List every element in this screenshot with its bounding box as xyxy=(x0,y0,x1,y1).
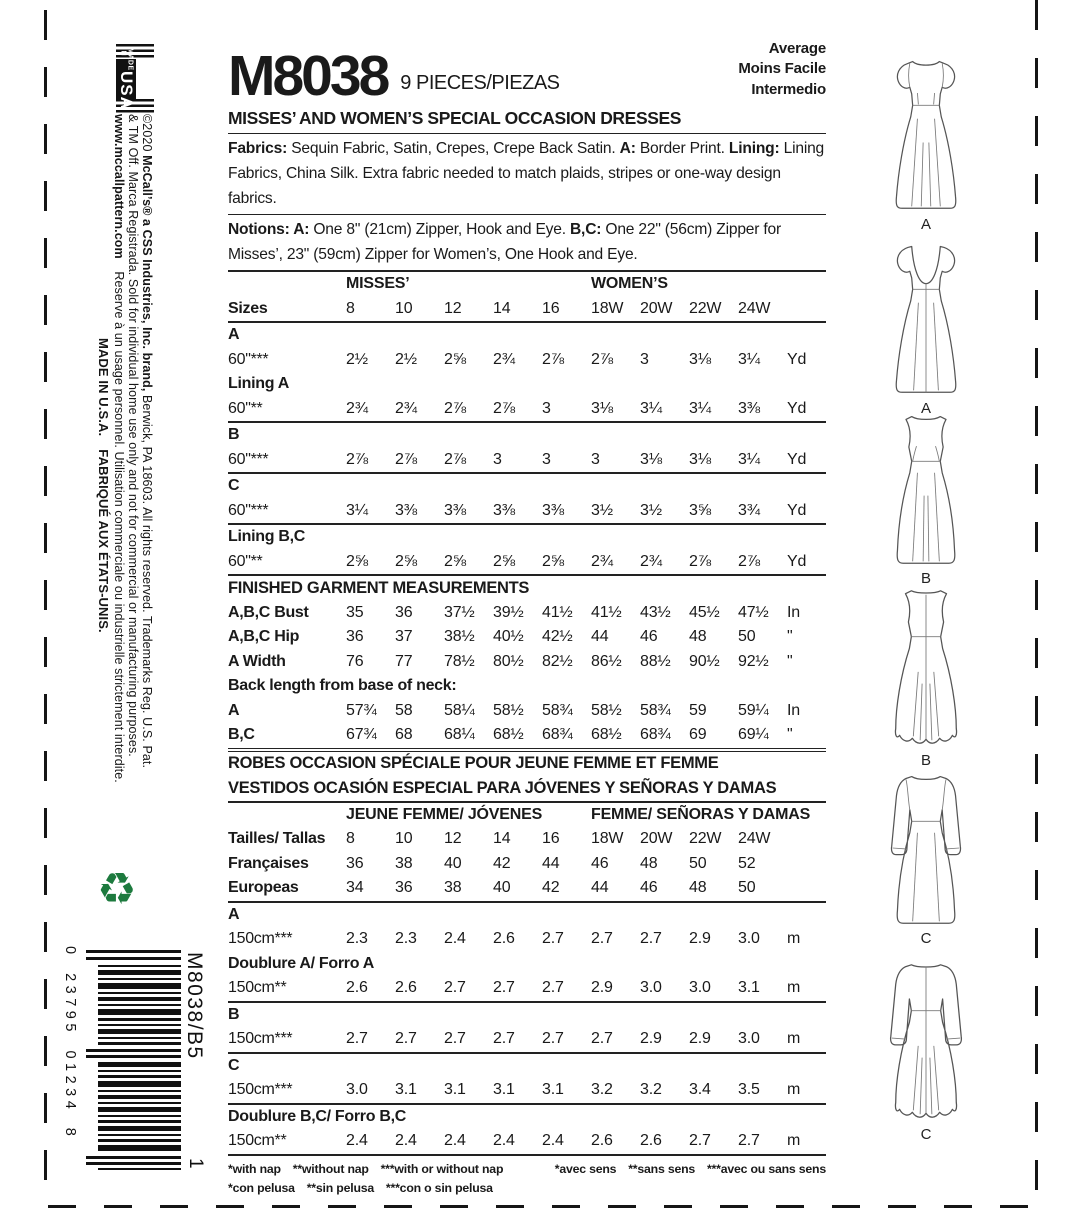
table-cell: 2.7 xyxy=(689,1132,711,1150)
cut-line-left xyxy=(44,10,47,1202)
table-cell: 58½ xyxy=(591,701,622,719)
view-label: B xyxy=(920,570,931,587)
table-cell: 39½ xyxy=(493,603,524,621)
pattern-number: M8038 xyxy=(228,43,388,108)
garment-title: MISSES’ AND WOMEN’S SPECIAL OCCASION DRESSES xyxy=(228,108,826,134)
text-segment: Fabrics: xyxy=(228,140,292,157)
text-segment: B,C: xyxy=(570,221,606,238)
usa-label: USA xyxy=(117,70,136,110)
table-cell: 36 xyxy=(395,879,413,897)
fabrics-paragraph xyxy=(228,134,826,215)
recycle-icon: ♻ xyxy=(97,865,137,914)
table-cell: 40 xyxy=(444,854,462,872)
table-cell: 2.3 xyxy=(395,930,417,948)
text-segment: One 22" (56cm) Zipper for Misses’, 23" (59cm) Zipper for Women’s, One Hook and Eye. xyxy=(228,221,781,263)
text-segment: Sequin Fabric, Satin, Crepes, Crepe Back Satin. xyxy=(291,140,620,157)
section-label-row: A xyxy=(228,905,240,923)
table-cell: 2.7 xyxy=(542,1030,564,1048)
text-segment: A: xyxy=(619,140,640,157)
table-cell: 2⅞ xyxy=(493,399,515,417)
finished-row: A,B,C Hip 36 37 38½ 40½ 42½ 44 46 48 50 " xyxy=(228,628,793,646)
table-cell: 42½ xyxy=(542,628,573,646)
table-cell: 2⅞ xyxy=(542,350,564,368)
table-cell: 50 xyxy=(738,628,756,646)
metric-row: 150cm** 2.6 2.6 2.7 2.7 2.7 2.9 3.0 3.0 3.1 m xyxy=(228,976,826,1003)
view-label: B xyxy=(920,752,931,769)
table-cell: 3⅜ xyxy=(444,501,466,519)
copyright-line xyxy=(140,114,154,768)
barcode-bars-icon xyxy=(84,948,184,1174)
table-cell: 3.1 xyxy=(493,1081,515,1099)
difficulty-french: Moins Facile xyxy=(738,60,826,77)
table-cell: 2.7 xyxy=(591,930,613,948)
table-cell: 76 xyxy=(346,652,364,670)
table-cell: 14 xyxy=(493,299,511,317)
pieces-count: 9 PIECES/PIEZAS xyxy=(400,72,560,94)
table-cell: 2¾ xyxy=(346,399,368,417)
table-cell: 3⅝ xyxy=(689,501,711,519)
table-cell: 67¾ xyxy=(346,726,377,744)
table-cell: 2.9 xyxy=(640,1030,662,1048)
table-cell: 3 xyxy=(493,450,502,468)
table-cell: 3.0 xyxy=(346,1081,368,1099)
table-cell: 2⅝ xyxy=(493,552,515,570)
section-label-row: C xyxy=(228,1056,240,1074)
table-cell: 37 xyxy=(395,628,413,646)
table-cell: 22W xyxy=(689,830,722,848)
table-cell: 3¼ xyxy=(689,399,711,417)
back-length-row: A 57¾ 58 58¼ 58½ 58¾ 58½ 58¾ 59 59¼ In xyxy=(228,701,800,719)
barcode-digits: 0 23795 01234 8 xyxy=(62,946,78,1141)
made-in-usa-logo xyxy=(116,44,154,114)
table-cell: 48 xyxy=(640,854,658,872)
table-cell: 2¾ xyxy=(640,552,662,570)
table-cell: 12 xyxy=(444,830,462,848)
table-cell: 20W xyxy=(640,830,673,848)
table-cell: 3.0 xyxy=(689,979,711,997)
table-cell: 2¾ xyxy=(493,350,515,368)
footnote-spanish: *con pelusa **sin pelusa ***con o sin pelusa xyxy=(228,1180,493,1195)
table-cell: 2.9 xyxy=(591,979,613,997)
table-cell: 44 xyxy=(542,854,560,872)
table-cell: 22W xyxy=(689,299,722,317)
footnote-english: *with nap **without nap ***with or without nap xyxy=(228,1161,504,1176)
table-cell: 2.7 xyxy=(591,1030,613,1048)
table-cell: 58 xyxy=(395,701,413,719)
table-cell: 2.7 xyxy=(444,1030,466,1048)
dress-c-front xyxy=(862,768,990,947)
table-cell: 14 xyxy=(493,830,511,848)
table-cell: 3⅛ xyxy=(689,450,711,468)
table-cell: 3⅛ xyxy=(591,399,613,417)
table-cell: 3¼ xyxy=(738,450,760,468)
table-cell: 2.7 xyxy=(493,1030,515,1048)
table-cell: 38 xyxy=(444,879,462,897)
table-cell: 2.7 xyxy=(444,979,466,997)
french-title-row: ROBES OCCASION SPÉCIALE POUR JEUNE FEMME ET FEMME xyxy=(228,754,719,773)
table-cell: 69¼ xyxy=(738,726,769,744)
usa-logo-box xyxy=(116,48,136,110)
table-cell: 2.4 xyxy=(395,1132,417,1150)
table-cell: 3¼ xyxy=(640,399,662,417)
table-cell: 46 xyxy=(591,854,609,872)
table-cell: 44 xyxy=(591,628,609,646)
table-cell: 58¼ xyxy=(444,701,475,719)
yardage-row: 60"** 2¾ 2¾ 2⅞ 2⅞ 3 3⅛ 3¼ 3¼ 3⅜ Yd xyxy=(228,397,826,424)
table-cell: 2⅝ xyxy=(444,552,466,570)
table-cell: 16 xyxy=(542,299,560,317)
table-cell: 16 xyxy=(542,830,560,848)
table-cell: 3½ xyxy=(591,501,613,519)
section-label-row: B xyxy=(228,426,240,444)
table-cell: 2.6 xyxy=(640,1132,662,1150)
view-label: C xyxy=(920,1126,932,1143)
table-cell: 3.1 xyxy=(738,979,760,997)
table-cell: 35 xyxy=(346,603,364,621)
finished-row: A,B,C Bust 35 36 37½ 39½ 41½ 41½ 43½ 45½ 47½ In xyxy=(228,603,800,621)
table-cell: 3.1 xyxy=(395,1081,417,1099)
table-cell: 40½ xyxy=(493,628,524,646)
table-cell: 3.0 xyxy=(738,1030,760,1048)
made-in-usa-line: MADE IN U.S.A. FABRIQUÉ AUX ÉTATS-UNIS. xyxy=(96,338,111,633)
table-cell: 82½ xyxy=(542,652,573,670)
table-cell: 3¾ xyxy=(738,501,760,519)
cut-line-right xyxy=(1035,0,1038,1204)
table-cell: 68½ xyxy=(493,726,524,744)
table-cell: 3.0 xyxy=(738,930,760,948)
table-cell: 2.7 xyxy=(346,1030,368,1048)
dress-a-front xyxy=(862,52,990,233)
table-cell: 47½ xyxy=(738,603,769,621)
table-cell: 36 xyxy=(346,628,364,646)
table-cell: 3⅛ xyxy=(640,450,662,468)
intl-sizes-row: Europeas 34 36 38 40 42 44 46 48 50 xyxy=(228,876,826,903)
table-cell: 80½ xyxy=(493,652,524,670)
section-label-row: Lining A xyxy=(228,375,289,393)
section-label-row: B xyxy=(228,1005,240,1023)
table-cell: 46 xyxy=(640,628,658,646)
table-cell: 92½ xyxy=(738,652,769,670)
table-cell: 3.5 xyxy=(738,1081,760,1099)
table-cell: 2⅝ xyxy=(444,350,466,368)
sizes-label: Sizes xyxy=(228,299,268,317)
table-cell: 2⅞ xyxy=(738,552,760,570)
table-cell: 68 xyxy=(395,726,413,744)
table-cell: 3.1 xyxy=(444,1081,466,1099)
table-cell: 77 xyxy=(395,652,413,670)
table-cell: 2.7 xyxy=(493,979,515,997)
metric-row: 150cm*** 2.3 2.3 2.4 2.6 2.7 2.7 2.7 2.9 3.0 m xyxy=(228,930,801,948)
table-cell: 3.4 xyxy=(689,1081,711,1099)
table-cell: 2.6 xyxy=(346,979,368,997)
intl-group-header xyxy=(228,803,826,828)
table-cell: 36 xyxy=(346,854,364,872)
table-cell: 2.4 xyxy=(346,1132,368,1150)
table-cell: 59 xyxy=(689,701,707,719)
view-label: C xyxy=(920,930,932,947)
table-cell: 57¾ xyxy=(346,701,377,719)
table-cell: 78½ xyxy=(444,652,475,670)
table-cell: 8 xyxy=(346,299,355,317)
spanish-title-row: VESTIDOS OCASIÓN ESPECIAL PARA JÓVENES Y SEÑORAS Y DAMAS xyxy=(228,776,826,803)
table-cell: 38½ xyxy=(444,628,475,646)
table-cell: 58½ xyxy=(493,701,524,719)
text-segment: Reserve à un usage personnel. Utilisation commerciale ou industrielle strictement interdite. xyxy=(112,258,126,783)
text-segment: Notions: xyxy=(228,221,294,238)
finished-title-row: FINISHED GARMENT MEASUREMENTS xyxy=(228,578,530,597)
table-cell: 2⅝ xyxy=(346,552,368,570)
section-label-row: Lining B,C xyxy=(228,528,305,546)
table-cell: 2⅞ xyxy=(395,450,417,468)
table-cell: 41½ xyxy=(591,603,622,621)
table-cell: 2.6 xyxy=(395,979,417,997)
table-cell: 2.7 xyxy=(738,1132,760,1150)
notions-paragraph xyxy=(228,215,826,272)
table-cell: 2.4 xyxy=(542,1132,564,1150)
table-cell: 2½ xyxy=(346,350,368,368)
table-cell: 10 xyxy=(395,830,413,848)
table-cell: 2⅞ xyxy=(689,552,711,570)
table-cell: 3 xyxy=(542,450,551,468)
table-cell: 2⅝ xyxy=(395,552,417,570)
table-cell: 90½ xyxy=(689,652,720,670)
yardage-row: 60"*** 2⅞ 2⅞ 2⅞ 3 3 3 3⅛ 3⅛ 3¼ Yd xyxy=(228,448,826,475)
table-cell: 68¼ xyxy=(444,726,475,744)
table-cell: 44 xyxy=(591,879,609,897)
yardage-row: 60"*** 3¼ 3⅜ 3⅜ 3⅜ 3⅜ 3½ 3½ 3⅝ 3¾ Yd xyxy=(228,499,826,526)
table-cell: 58¾ xyxy=(542,701,573,719)
view-label: A xyxy=(920,400,931,417)
group-jeune-femme: JEUNE FEMME/ JÓVENES xyxy=(346,805,543,823)
table-cell: 68¾ xyxy=(542,726,573,744)
footnotes xyxy=(228,1160,826,1198)
table-cell: 2⅝ xyxy=(542,552,564,570)
footnotes-left xyxy=(228,1160,503,1198)
table-cell: 2.7 xyxy=(542,930,564,948)
back-length-label-row: Back length from base of neck: xyxy=(228,677,457,695)
text-segment: ©2020 xyxy=(140,114,154,156)
table-cell: 8 xyxy=(346,830,355,848)
table-cell: 52 xyxy=(738,854,756,872)
table-cell: 2.4 xyxy=(444,1132,466,1150)
table-cell: 48 xyxy=(689,879,707,897)
table-cell: 2.7 xyxy=(542,979,564,997)
footnote-french: *avec sens **sans sens ***avec ou sans sens xyxy=(554,1161,826,1176)
table-cell: 3.1 xyxy=(542,1081,564,1099)
table-cell: 88½ xyxy=(640,652,671,670)
table-cell: 2.7 xyxy=(640,930,662,948)
table-cell: 2⅞ xyxy=(444,399,466,417)
table-cell: 34 xyxy=(346,879,364,897)
dress-b-back xyxy=(862,582,990,769)
table-cell: 3¼ xyxy=(738,350,760,368)
intl-sizes-row: Tailles/ Tallas 8 10 12 14 16 18W 20W 22W 24W xyxy=(228,827,826,852)
barcode-code: M8038/B5 xyxy=(183,952,206,1060)
back-length-row: B,C 67¾ 68 68¼ 68½ 68¾ 68½ 68¾ 69 69¼ " xyxy=(228,723,826,752)
cut-line-bottom xyxy=(48,1205,1040,1208)
table-cell: 3.2 xyxy=(640,1081,662,1099)
sizes-row xyxy=(228,297,826,324)
table-cell: 46 xyxy=(640,879,658,897)
group-femme: FEMME/ SEÑORAS Y DAMAS xyxy=(591,805,811,823)
table-cell: 50 xyxy=(689,854,707,872)
size-group-header xyxy=(228,272,826,297)
table-cell: 2¾ xyxy=(395,399,417,417)
table-cell: 42 xyxy=(493,854,511,872)
table-cell: 20W xyxy=(640,299,673,317)
table-cell: 3¼ xyxy=(346,501,368,519)
table-cell: 42 xyxy=(542,879,560,897)
table-cell: 2⅞ xyxy=(444,450,466,468)
table-cell: 12 xyxy=(444,299,462,317)
table-cell: 2.9 xyxy=(689,930,711,948)
difficulty-levels xyxy=(738,39,826,103)
table-cell: 50 xyxy=(738,879,756,897)
table-cell: 2.6 xyxy=(591,1132,613,1150)
table-cell: 2.4 xyxy=(493,1132,515,1150)
table-cell: 24W xyxy=(738,830,771,848)
intl-sizes-row: Françaises 36 38 40 42 44 46 48 50 52 xyxy=(228,852,826,877)
table-cell: 86½ xyxy=(591,652,622,670)
barcode-suffix: 1 xyxy=(185,1158,206,1169)
table-cell: 68½ xyxy=(591,726,622,744)
table-cell: 3⅜ xyxy=(738,399,760,417)
section-label-row: C xyxy=(228,477,240,495)
table-cell: 2.3 xyxy=(346,930,368,948)
metric-row: 150cm*** 2.7 2.7 2.7 2.7 2.7 2.7 2.9 2.9 3.0 m xyxy=(228,1027,826,1054)
text-segment: Border Print. xyxy=(639,140,729,157)
section-label-row: A xyxy=(228,326,240,344)
table-cell: 45½ xyxy=(689,603,720,621)
dress-b-front xyxy=(862,408,990,587)
text-segment: Lining: xyxy=(728,140,784,157)
difficulty-spanish: Intermedio xyxy=(751,80,826,98)
table-cell: 2⅞ xyxy=(346,450,368,468)
table-cell: 40 xyxy=(493,879,511,897)
text-segment: A: xyxy=(293,221,314,238)
table-cell: 38 xyxy=(395,854,413,872)
table-cell: 69 xyxy=(689,726,707,744)
dress-a-back xyxy=(862,236,990,417)
text-segment: One 8" (21cm) Zipper, Hook and Eye. xyxy=(313,221,570,238)
table-cell: 24W xyxy=(738,299,771,317)
section-label-row: Doublure B,C/ Forro B,C xyxy=(228,1107,406,1125)
text-segment: www.mccallpattern.com xyxy=(112,114,126,259)
finished-row: A Width 76 77 78½ 80½ 82½ 86½ 88½ 90½ 92½ " xyxy=(228,652,793,670)
table-cell: 3 xyxy=(542,399,551,417)
made-in-label: MADE IN xyxy=(119,48,134,71)
view-label: A xyxy=(920,216,931,233)
table-cell: 3½ xyxy=(640,501,662,519)
table-cell: 3⅛ xyxy=(689,350,711,368)
main-content xyxy=(228,38,826,1198)
table-cell: 2.6 xyxy=(493,930,515,948)
table-cell: 48 xyxy=(689,628,707,646)
table-cell: 58¾ xyxy=(640,701,671,719)
table-cell: 2⅞ xyxy=(591,350,613,368)
group-womens: WOMEN’S xyxy=(591,275,668,293)
trademark-line: & TM Off. Marca Registrada. Sold for individual home use only and not for commercial or manufacturing purposes. xyxy=(126,114,140,757)
table-cell: 3⅜ xyxy=(395,501,417,519)
table-cell: 36 xyxy=(395,603,413,621)
dress-c-back xyxy=(862,956,990,1143)
yardage-row: 60"*** 2½ 2½ 2⅝ 2¾ 2⅞ 2⅞ 3 3⅛ 3¼ Yd xyxy=(228,350,807,368)
group-misses: MISSES’ xyxy=(346,275,410,293)
header-row xyxy=(228,38,826,108)
website-line xyxy=(112,114,126,783)
table-cell: 3⅜ xyxy=(542,501,564,519)
table-cell: 2.4 xyxy=(444,930,466,948)
table-cell: 2½ xyxy=(395,350,417,368)
table-cell: 41½ xyxy=(542,603,573,621)
table-cell: 2¾ xyxy=(591,552,613,570)
table-cell: 3.0 xyxy=(640,979,662,997)
table-cell: 10 xyxy=(395,299,413,317)
table-cell: 3.2 xyxy=(591,1081,613,1099)
table-cell: 37½ xyxy=(444,603,475,621)
metric-row: 150cm*** 3.0 3.1 3.1 3.1 3.1 3.2 3.2 3.4 3.5 m xyxy=(228,1078,826,1105)
difficulty-english: Average xyxy=(768,39,826,57)
table-cell: 3 xyxy=(591,450,600,468)
table-cell: 68¾ xyxy=(640,726,671,744)
table-cell: 3 xyxy=(640,350,649,368)
metric-row: 150cm** 2.4 2.4 2.4 2.4 2.4 2.6 2.6 2.7 2.7 m xyxy=(228,1129,826,1156)
table-cell: 2.9 xyxy=(689,1030,711,1048)
table-cell: 18W xyxy=(591,830,624,848)
yardage-row: 60"** 2⅝ 2⅝ 2⅝ 2⅝ 2⅝ 2¾ 2¾ 2⅞ 2⅞ Yd xyxy=(228,550,826,577)
text-segment: Lining Fabrics, China Silk. Extra fabric needed to match plaids, stripes or one-way design fabrics. xyxy=(228,140,825,207)
table-cell: 3⅜ xyxy=(493,501,515,519)
text-segment: McCall’s® a CSS Industries, Inc. brand, xyxy=(140,155,154,395)
table-cell: 43½ xyxy=(640,603,671,621)
table-cell: 18W xyxy=(591,299,624,317)
table-cell: 59¼ xyxy=(738,701,769,719)
section-label-row: Doublure A/ Forro A xyxy=(228,954,374,972)
text-segment: Berwick, PA 18603. All rights reserved. Trademarks Reg. U.S. Pat. xyxy=(140,394,154,769)
table-cell: 2.7 xyxy=(395,1030,417,1048)
